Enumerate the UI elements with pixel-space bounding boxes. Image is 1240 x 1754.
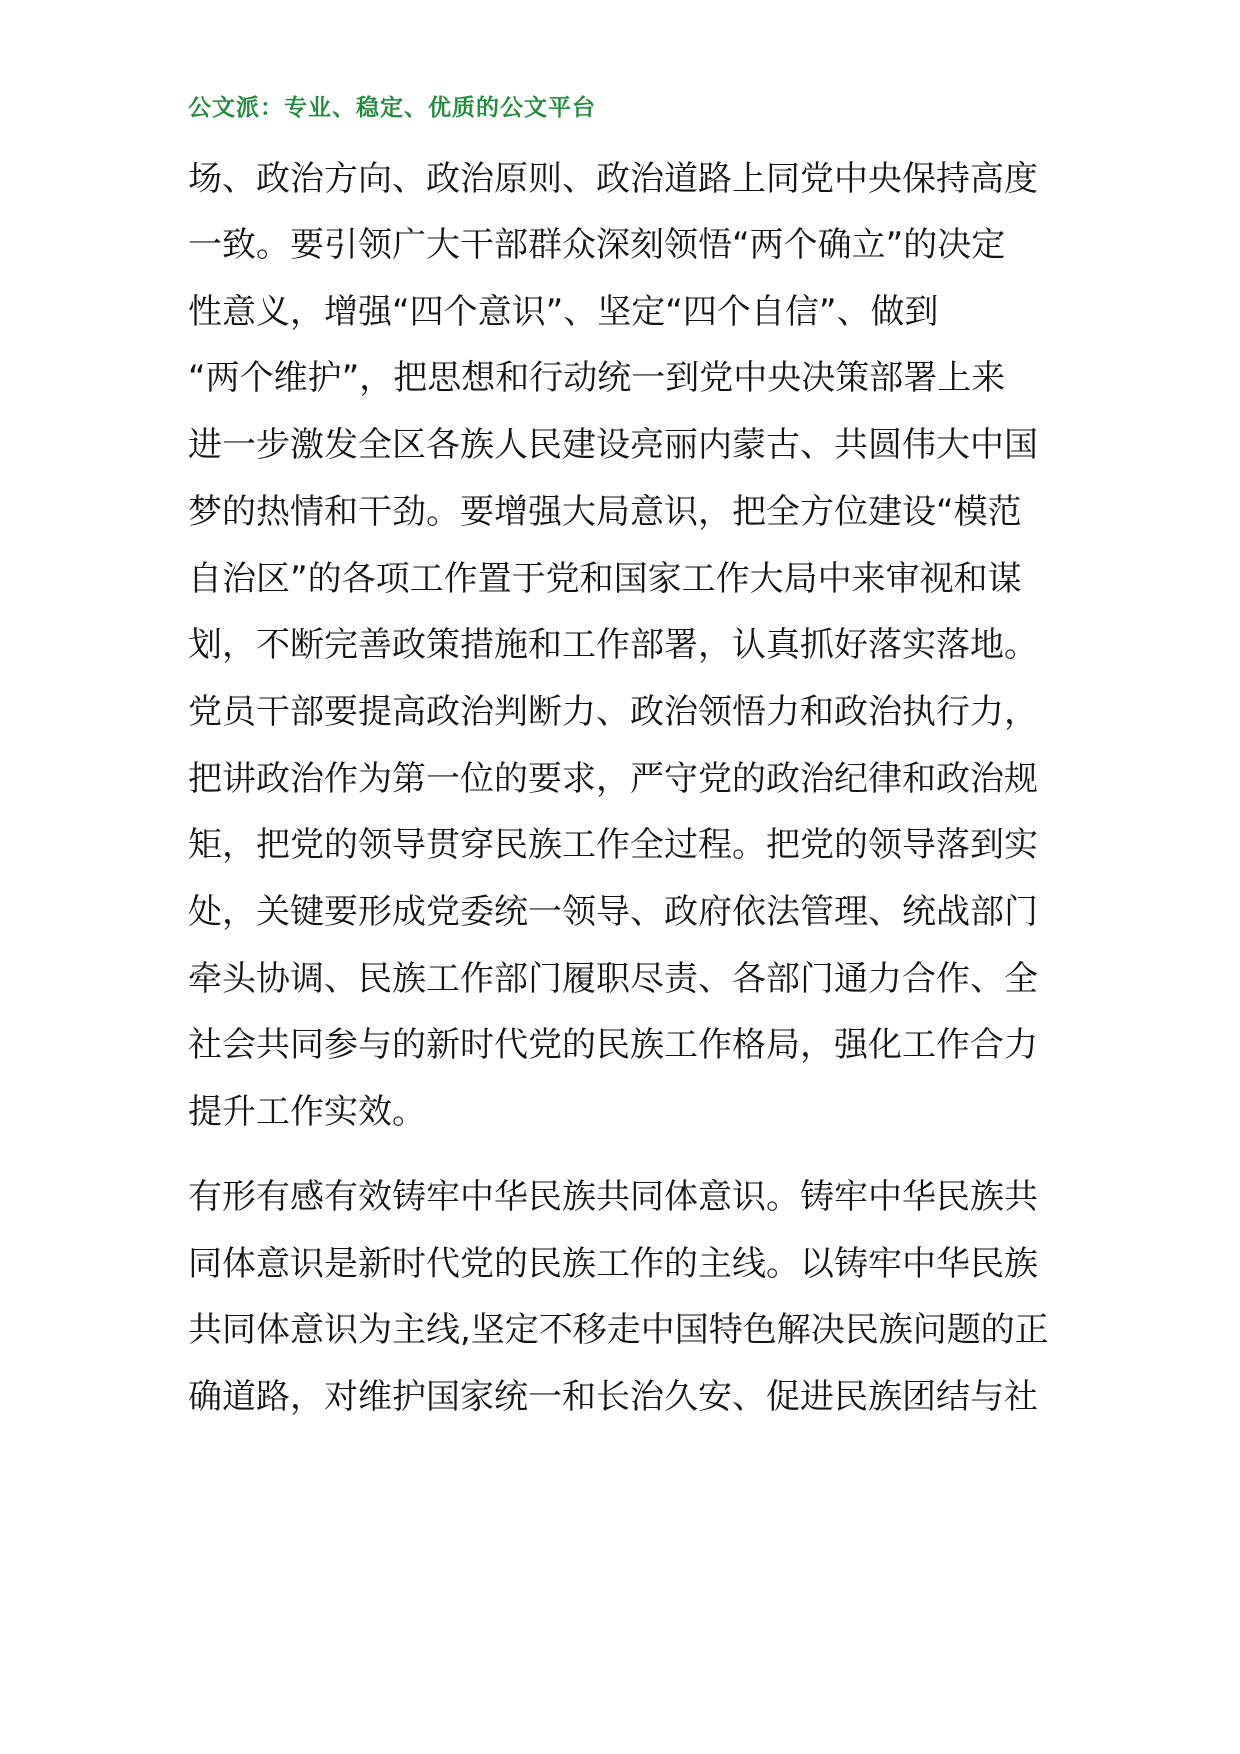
body-line: “两个维护”，把思想和行动统一到党中央决策部署上来 [188,358,1006,398]
body-line: 社会共同参与的新时代党的民族工作格局，强化工作合力 [188,1025,1038,1065]
body-line: 同体意识是新时代党的民族工作的主线。以铸牢中华民族 [188,1244,1038,1284]
body-line: 提升工作实效。 [188,1092,426,1132]
body-line: 牵头协调、民族工作部门履职尽责、各部门通力合作、全 [188,959,1038,999]
body-line: 性意义，增强“四个意识”、坚定“四个自信”、做到 [188,292,939,332]
body-line: 进一步激发全区各族人民建设亮丽内蒙古、共圆伟大中国 [188,425,1038,465]
body-line: 把讲政治作为第一位的要求，严守党的政治纪律和政治规 [188,759,1038,799]
body-line: 梦的热情和干劲。要增强大局意识，把全方位建设“模范 [188,492,1022,532]
site-header: 公文派：专业、稳定、优质的公文平台 [188,95,596,121]
body-line: 自治区”的各项工作置于党和国家工作大局中来审视和谋 [188,559,1022,599]
body-line: 场、政治方向、政治原则、政治道路上同党中央保持高度 [188,159,1038,199]
body-line: 划，不断完善政策措施和工作部署，认真抓好落实落地。 [188,625,1038,665]
body-line: 一致。要引领广大干部群众深刻领悟“两个确立”的决定 [188,225,1006,265]
body-line: 处，关键要形成党委统一领导、政府依法管理、统战部门 [188,892,1038,932]
body-line: 党员干部要提高政治判断力、政治领悟力和政治执行力， [188,692,1038,732]
body-line: 矩，把党的领导贯穿民族工作全过程。把党的领导落到实 [188,825,1038,865]
body-line: 有形有感有效铸牢中华民族共同体意识。铸牢中华民族共 [188,1177,1038,1217]
body-line: 确道路，对维护国家统一和长治久安、促进民族团结与社 [188,1377,1038,1417]
body-line: 共同体意识为主线,坚定不移走中国特色解决民族问题的正 [188,1310,1049,1350]
